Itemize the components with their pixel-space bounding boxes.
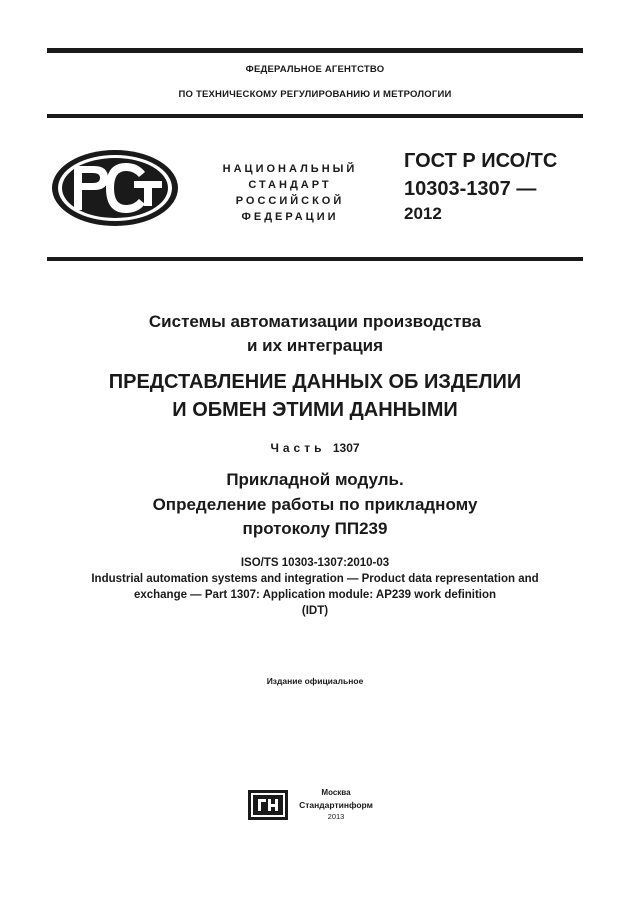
- module-title-line3: протоколу ПП239: [242, 519, 388, 538]
- part-line: [0, 441, 630, 455]
- national-standard-line4: ФЕДЕРАЦИИ: [241, 211, 339, 223]
- publisher-logo-icon: [248, 790, 288, 820]
- agency-name-line2: ПО ТЕХНИЧЕСКОМУ РЕГУЛИРОВАНИЮ И МЕТРОЛОГИИ: [178, 89, 452, 100]
- publisher-city: Москва: [321, 788, 351, 797]
- main-title-line2: И ОБМЕН ЭТИМИ ДАННЫМИ: [172, 399, 458, 421]
- rst-logo-icon: [50, 148, 180, 228]
- national-standard-line1: НАЦИОНАЛЬНЫЙ: [222, 163, 358, 175]
- gost-number-line2: 10303-1307 —: [404, 178, 537, 200]
- part-label: Часть: [270, 441, 326, 455]
- header-rule: [47, 114, 583, 118]
- part-number: 1307: [332, 441, 360, 455]
- main-title-line1: ПРЕДСТАВЛЕНИЕ ДАННЫХ ОБ ИЗДЕЛИИ: [108, 371, 522, 393]
- agency-name-line1: ФЕДЕРАЛЬНОЕ АГЕНТСТВО: [245, 64, 385, 75]
- publisher-year: 2013: [327, 812, 345, 821]
- gost-number-line1: ГОСТ Р ИСО/ТС: [404, 150, 558, 172]
- publisher-name: Стандартинформ: [299, 800, 373, 810]
- module-title-line1: Прикладной модуль.: [226, 470, 404, 489]
- english-title-line1: Industrial automation systems and integration — Product data representation and: [91, 573, 539, 585]
- national-standard-line3: РОССИЙСКОЙ: [235, 195, 345, 207]
- national-standard-line2: СТАНДАРТ: [248, 179, 332, 191]
- top-rule-thick: [47, 48, 583, 53]
- edition-label: Издание официальное: [266, 676, 364, 686]
- title-line2: и их интеграция: [246, 336, 384, 355]
- english-title-line2: exchange — Part 1307: Application module: AP239 work definition: [133, 589, 497, 601]
- gost-year: 2012: [404, 204, 442, 223]
- standard-block-rule: [47, 257, 583, 261]
- iso-reference: ISO/TS 10303-1307:2010-03: [240, 557, 390, 569]
- idt-label: (IDT): [301, 605, 329, 617]
- module-title-line2: Определение работы по прикладному: [152, 495, 478, 514]
- title-line1: Системы автоматизации производства: [148, 312, 482, 331]
